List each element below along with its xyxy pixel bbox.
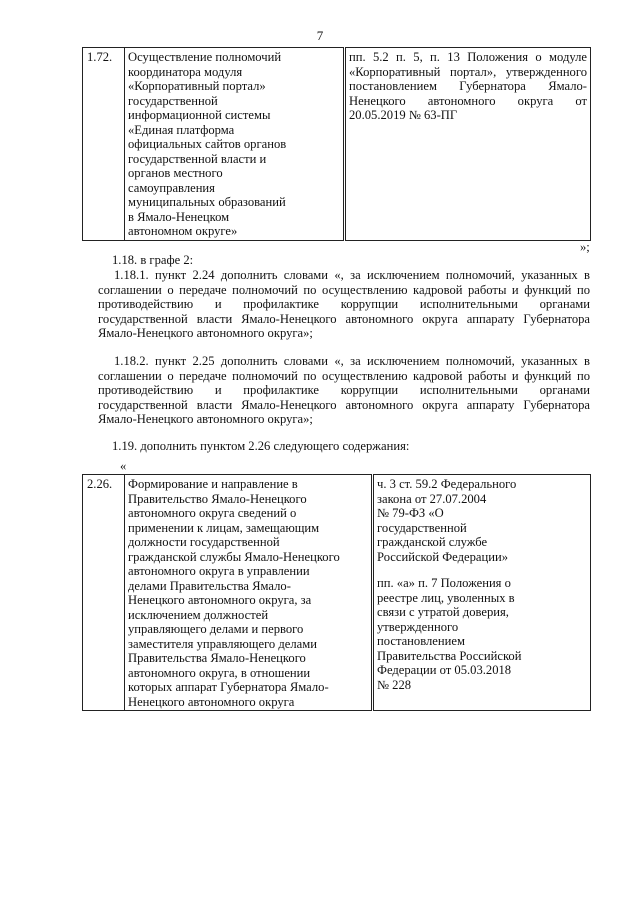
closing-quote: »;	[580, 240, 590, 254]
table-row	[83, 475, 591, 711]
opening-quote: «	[120, 459, 127, 473]
powers-table-bottom	[82, 474, 591, 711]
row-description: Осуществление полномочий координатора модуля «Корпоративный портал» государственной информационной системы «Единая платформа официальных сайтов органов государственной власти и органов местного самоуправления муниципальных образований в Ямало-Ненецком автономном округе»	[125, 48, 345, 241]
table-row	[83, 48, 591, 241]
legal-basis-federal-law: ч. 3 ст. 59.2 Федерального закона от 27.07.2004 № 79-ФЗ «О государственной гражданской службе Российской Федерации»	[377, 477, 517, 564]
paragraph-1-18-1: 1.18.1. пункт 2.24 дополнить словами «, за исключением полномочий, указанных в соглашении о передаче полномочий по осуществлению кадровой работы и функций по противодействию и профилактике коррупции исполнительными органами государственной власти Ямало-Ненецкого автономного округа аппарату Губернатора Ямало-Ненецкого автономного округа»;	[98, 268, 590, 341]
row-number: 1.72.	[83, 48, 125, 241]
paragraph-1-18: 1.18. в графе 2:	[112, 253, 194, 267]
legal-basis-registry-regulation: пп. «а» п. 7 Положения о реестре лиц, уволенных в связи с утратой доверия, утвержденного постановлением Правительства Российской Федерации от 05.03.2018 № 228	[377, 576, 522, 692]
row-description: Формирование и направление в Правительство Ямало-Ненецкого автономного округа сведений о применении к лицам, замещающим должности государственной гражданской службы Ямало-Ненецкого автономного округа в управлении делами Правительства Ямало- Ненецкого автономного округа, за исключением должностей управляющего делами и первого заместителя управляющего делами Правительства Ямало-Ненецкого автономного округа, в отношении которых аппарат Губернатора Ямало- Ненецкого автономного округа	[125, 475, 373, 711]
paragraph-1-18-2: 1.18.2. пункт 2.25 дополнить словами «, за исключением полномочий, указанных в соглашении о передаче полномочий по осуществлению кадровой работы и функций по противодействию и профилактике коррупции исполнительными органами государственной власти Ямало-Ненецкого автономного округа аппарату Губернатора Ямало-Ненецкого автономного округа»;	[98, 354, 590, 427]
row-number: 2.26.	[83, 475, 125, 711]
paragraph-1-19: 1.19. дополнить пунктом 2.26 следующего содержания:	[112, 439, 410, 453]
row-legal-basis: пп. 5.2 п. 5, п. 13 Положения о модуле «Корпоративный портал», утвержденного постановлением Губернатора Ямало-Ненецкого автономного округа от 20.05.2019 № 63-ПГ	[345, 48, 591, 241]
page-number: 7	[316, 28, 324, 43]
row-legal-basis	[373, 475, 591, 711]
powers-table-top	[82, 47, 591, 241]
